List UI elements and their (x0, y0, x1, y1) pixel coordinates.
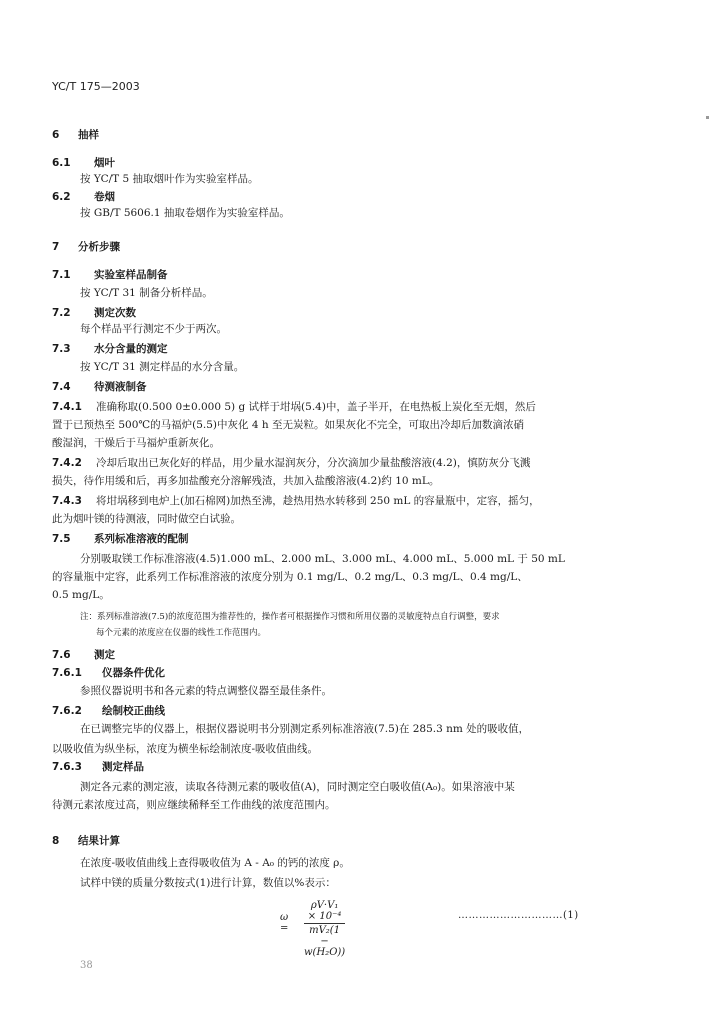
paragraph-line: 损失，待作用缓和后，再多加盐酸充分溶解残渣，共加入盐酸溶液(4.2)约 10 mL。 (52, 475, 440, 487)
page-number: 38 (80, 960, 93, 971)
section-number: 7.2 (52, 307, 71, 319)
section-number: 7.4.2 (52, 457, 82, 469)
paragraph-line: 分别吸取镁工作标准溶液(4.5)1.000 mL、2.000 mL、3.000 mL、4.000 mL、5.000 mL 于 50 mL (80, 553, 565, 565)
section-title: 烟叶 (94, 157, 115, 169)
section-heading (52, 306, 136, 320)
paragraph-line: 参照仪器说明书和各元素的特点调整仪器至最佳条件。 (80, 685, 332, 697)
section-number: 7.4.1 (52, 401, 82, 413)
section-heading (52, 760, 144, 774)
section-title: 测定样品 (102, 761, 144, 773)
formula-denominator: mV₂(1 − w(H₂O)) (304, 925, 346, 958)
paragraph-line: 以吸收值为纵坐标，浓度为横坐标绘制浓度-吸收值曲线。 (52, 743, 319, 755)
formula-number: …………………………(1) (458, 910, 579, 921)
formula-lhs: ω = (280, 912, 289, 934)
section-heading (52, 240, 120, 254)
section-title: 系列标准溶液的配制 (94, 533, 189, 545)
section-heading (52, 128, 99, 142)
section-title: 分析步骤 (78, 241, 120, 253)
section-heading (52, 156, 115, 170)
section-heading (52, 648, 115, 662)
section-heading (52, 190, 115, 204)
section-number: 7.6.2 (52, 705, 82, 717)
section-number: 7.4.3 (52, 495, 82, 507)
section-title: 结果计算 (78, 835, 120, 847)
paragraph-text: 冷却后取出已灰化好的样品，用少量水湿润灰分，分次滴加少量盐酸溶液(4.2)，慎防灰分飞溅 (96, 457, 531, 469)
standard-header: YC/T 175—2003 (52, 80, 140, 93)
section-title: 测定 (94, 649, 115, 661)
paragraph-line: 按 GB/T 5606.1 抽取卷烟作为实验室样品。 (80, 207, 290, 219)
section-title: 仪器条件优化 (102, 667, 165, 679)
paragraph-line: 在已调整完毕的仪器上，根据仪器说明书分别测定系列标准溶液(7.5)在 285.3 nm 处的吸收值， (80, 723, 530, 735)
section-title: 待测液制备 (94, 381, 147, 393)
paragraph-line: 酸湿润，干燥后于马福炉重新灰化。 (52, 437, 220, 449)
section-heading (52, 532, 189, 546)
section-title: 水分含量的测定 (94, 343, 168, 355)
section-number: 6 (52, 129, 60, 141)
section-number: 7.5 (52, 533, 71, 545)
section-title: 抽样 (78, 129, 99, 141)
section-heading (52, 268, 168, 282)
numbered-paragraph (52, 400, 536, 414)
section-number: 7.6.3 (52, 761, 82, 773)
section-heading (52, 380, 147, 394)
paragraph-line: 按 YC/T 31 制备分析样品。 (80, 287, 213, 299)
numbered-paragraph (52, 494, 540, 508)
paragraph-line: 此为烟叶镁的待测液，同时做空白试验。 (52, 513, 241, 525)
formula-fraction (304, 900, 345, 958)
paragraph-line: 0.5 mg/L。 (52, 589, 110, 601)
paragraph-text: 准确称取(0.500 0±0.000 5) g 试样于坩埚(5.4)中，盖子半开，在电热板上炭化至无烟，然后 (96, 401, 536, 413)
section-heading (52, 342, 168, 356)
paragraph-line: 每个样品平行测定不少于两次。 (80, 323, 227, 335)
section-number: 8 (52, 835, 60, 847)
paragraph-line: 测定各元素的测定液，读取各待测元素的吸收值(A)，同时测定空白吸收值(A₀)。如果溶液中某 (80, 781, 515, 793)
section-title: 实验室样品制备 (94, 269, 168, 281)
section-number: 7.6 (52, 649, 71, 661)
paragraph-line: 的容量瓶中定容，此系列工作标准溶液的浓度分别为 0.1 mg/L、0.2 mg/L、0.3 mg/L、0.4 mg/L、 (52, 571, 528, 583)
paragraph-line: 置于已预热至 500℃的马福炉(5.5)中灰化 4 h 至无炭粒。如果灰化不完全，可取出冷却后加数滴浓硝 (52, 419, 524, 431)
section-number: 7.4 (52, 381, 71, 393)
section-number: 6.2 (52, 191, 71, 203)
paragraph-line: 按 YC/T 5 抽取烟叶作为实验室样品。 (80, 173, 259, 185)
section-number: 7.1 (52, 269, 71, 281)
section-title: 绘制校正曲线 (102, 705, 165, 717)
section-heading (52, 704, 165, 718)
paragraph-line: 待测元素浓度过高，则应继续稀释至工作曲线的浓度范围内。 (52, 799, 336, 811)
scan-mark (706, 116, 709, 119)
section-heading (52, 666, 165, 680)
paragraph-line: 在浓度-吸收值曲线上查得吸收值为 A - A₀ 的钙的浓度 ρ。 (80, 857, 350, 869)
paragraph-text: 将坩埚移到电炉上(加石棉网)加热至沸，趁热用热水转移到 250 mL 的容量瓶中，定容，摇匀， (96, 495, 540, 507)
note-line: 每个元素的浓度应在仪器的线性工作范围内。 (96, 628, 267, 638)
paragraph-line: 试样中镁的质量分数按式(1)进行计算，数值以%表示： (80, 877, 336, 889)
section-number: 7 (52, 241, 60, 253)
section-title: 卷烟 (94, 191, 115, 203)
paragraph-line: 按 YC/T 31 测定样品的水分含量。 (80, 361, 245, 373)
numbered-paragraph (52, 456, 530, 470)
formula-numerator: ρV·V₁ × 10⁻⁴ (304, 900, 345, 924)
section-number: 7.3 (52, 343, 71, 355)
section-title: 测定次数 (94, 307, 136, 319)
section-number: 7.6.1 (52, 667, 82, 679)
section-number: 6.1 (52, 157, 71, 169)
note-line: 注：系列标准溶液(7.5)的浓度范围为推荐性的，操作者可根据操作习惯和所用仪器的灵敏度特点自行调整，要求 (80, 612, 500, 622)
section-heading (52, 834, 120, 848)
